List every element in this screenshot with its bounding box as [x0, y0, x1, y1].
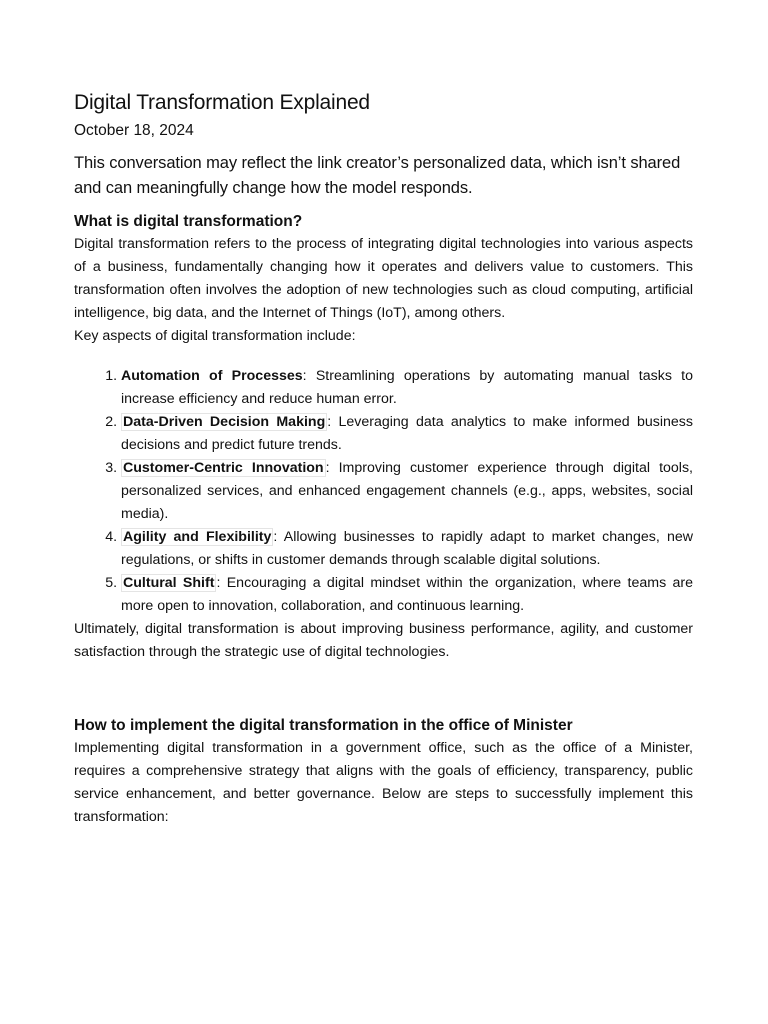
disclaimer-text: This conversation may reflect the link creator’s personalized data, which isn’t shared and can meaningfully change how the model responds. [74, 154, 681, 197]
list-item-term: Customer-Centric Innovation [123, 460, 324, 476]
conclusion-paragraph: Ultimately, digital transformation is about improving business performance, agility, and customer satisfaction through the strategic use of digital technologies. [74, 621, 693, 660]
list-item [121, 411, 693, 457]
section-heading-what-is: What is digital transformation? [74, 213, 303, 230]
list-item-text: : Allowing businesses to rapidly adapt to market changes, new regulations, or shifts in customer demands through scalable digital solutions. [121, 529, 693, 568]
list-item-text: : Streamlining operations by automating manual tasks to increase efficiency and reduce human error. [121, 368, 693, 407]
list-item [121, 365, 693, 411]
key-aspects-list [74, 365, 693, 618]
list-item-term: Automation of Processes [121, 368, 303, 384]
implementation-paragraph: Implementing digital transformation in a government office, such as the office of a Minister, requires a comprehensive strategy that aligns with the goals of efficiency, transparency, public service enhancement, and better governance. Below are steps to successfully implement this transformation: [74, 740, 693, 825]
key-aspects-intro: Key aspects of digital transformation include: [74, 328, 356, 344]
list-item-text: : Encouraging a digital mindset within the organization, where teams are more open to innovation, collaboration, and continuous learning. [121, 575, 693, 614]
list-item-text: : Leveraging data analytics to make informed business decisions and predict future trends. [121, 414, 693, 453]
document-page [74, 88, 693, 829]
list-item [121, 572, 693, 618]
section-heading-implementation: How to implement the digital transformation in the office of Minister [74, 717, 573, 734]
list-item [121, 526, 693, 572]
list-item-text: : Improving customer experience through digital tools, personalized services, and enhanced engagement channels (e.g., apps, websites, social media). [121, 460, 693, 522]
list-item-term: Agility and Flexibility [123, 529, 272, 545]
document-date: October 18, 2024 [74, 122, 194, 139]
list-item-term: Cultural Shift [123, 575, 215, 591]
document-title: Digital Transformation Explained [74, 91, 370, 114]
definition-paragraph: Digital transformation refers to the process of integrating digital technologies into various aspects of a business, fundamentally changing how it operates and delivers value to customers. This transformation often involves the adoption of new technologies such as cloud computing, artificial intelligence, big data, and the Internet of Things (IoT), among others. [74, 236, 693, 321]
list-item [121, 457, 693, 526]
list-item-term: Data-Driven Decision Making [123, 414, 326, 430]
